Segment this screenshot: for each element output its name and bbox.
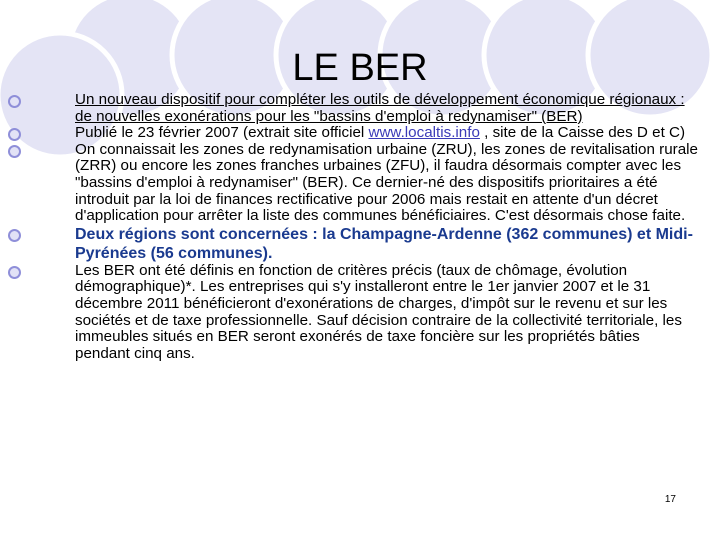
bullet-text-highlight: Deux régions sont concernées : la Champagne-Ardenne (362 communes) et Midi-Pyrénées (56 communes). bbox=[75, 225, 693, 262]
bullet-item bbox=[8, 263, 698, 363]
bullet-text: Un nouveau dispositif pour compléter les outils de développement économique régionaux : de nouvelles exonérations pour les "bassins d'emploi à redynamiser" (BER) bbox=[75, 91, 685, 125]
bullet-item bbox=[8, 225, 698, 263]
bullet-text: Publié le 23 février 2007 (extrait site officiel bbox=[75, 124, 369, 142]
bullet-icon bbox=[8, 128, 21, 141]
bullet-text: Les BER ont été définis en fonction de critères précis (taux de chômage, évolution démographique)*. Les entreprises qui s'y installeront entre le 1er janvier 2007 et le 31 décembre 2011 bénéficieront d'exonérations de charges, d'impôt sur le revenu et sur les sociétés et de taxe professionnelle. Sauf décision contraire de la collectivité territoriale, les immeubles situés en BER seront exonérés de taxe foncière sur les propriétés bâties pendant cinq ans. bbox=[75, 261, 682, 362]
bullet-list bbox=[8, 92, 698, 362]
bullet-icon bbox=[8, 145, 21, 158]
slide-title: LE BER bbox=[292, 47, 428, 89]
bullet-item bbox=[8, 142, 698, 225]
page-number: 17 bbox=[664, 494, 676, 505]
bullet-icon bbox=[8, 229, 21, 242]
bullet-item bbox=[8, 125, 698, 142]
localtis-link[interactable]: www.localtis.info bbox=[368, 124, 480, 142]
bullet-icon bbox=[8, 266, 21, 279]
bullet-text: , site de la Caisse des D et C) bbox=[479, 124, 686, 142]
bullet-text: On connaissait les zones de redynamisation urbaine (ZRU), les zones de revitalisation rurale (ZRR) ou encore les zones franches urbaines (ZFU), il faudra désormais compter avec les "bassins d'emploi à redynamiser" (BER). Ce dernier-né des dispositifs prioritaires a été introduit par la loi de finances rectificative pour 2006 mais restait en attente d'un décret d'application pour arrêter la liste des communes bénéficiaires. C'est désormais chose faite. bbox=[75, 140, 698, 225]
bullet-icon bbox=[8, 95, 21, 108]
bullet-item bbox=[8, 92, 698, 125]
